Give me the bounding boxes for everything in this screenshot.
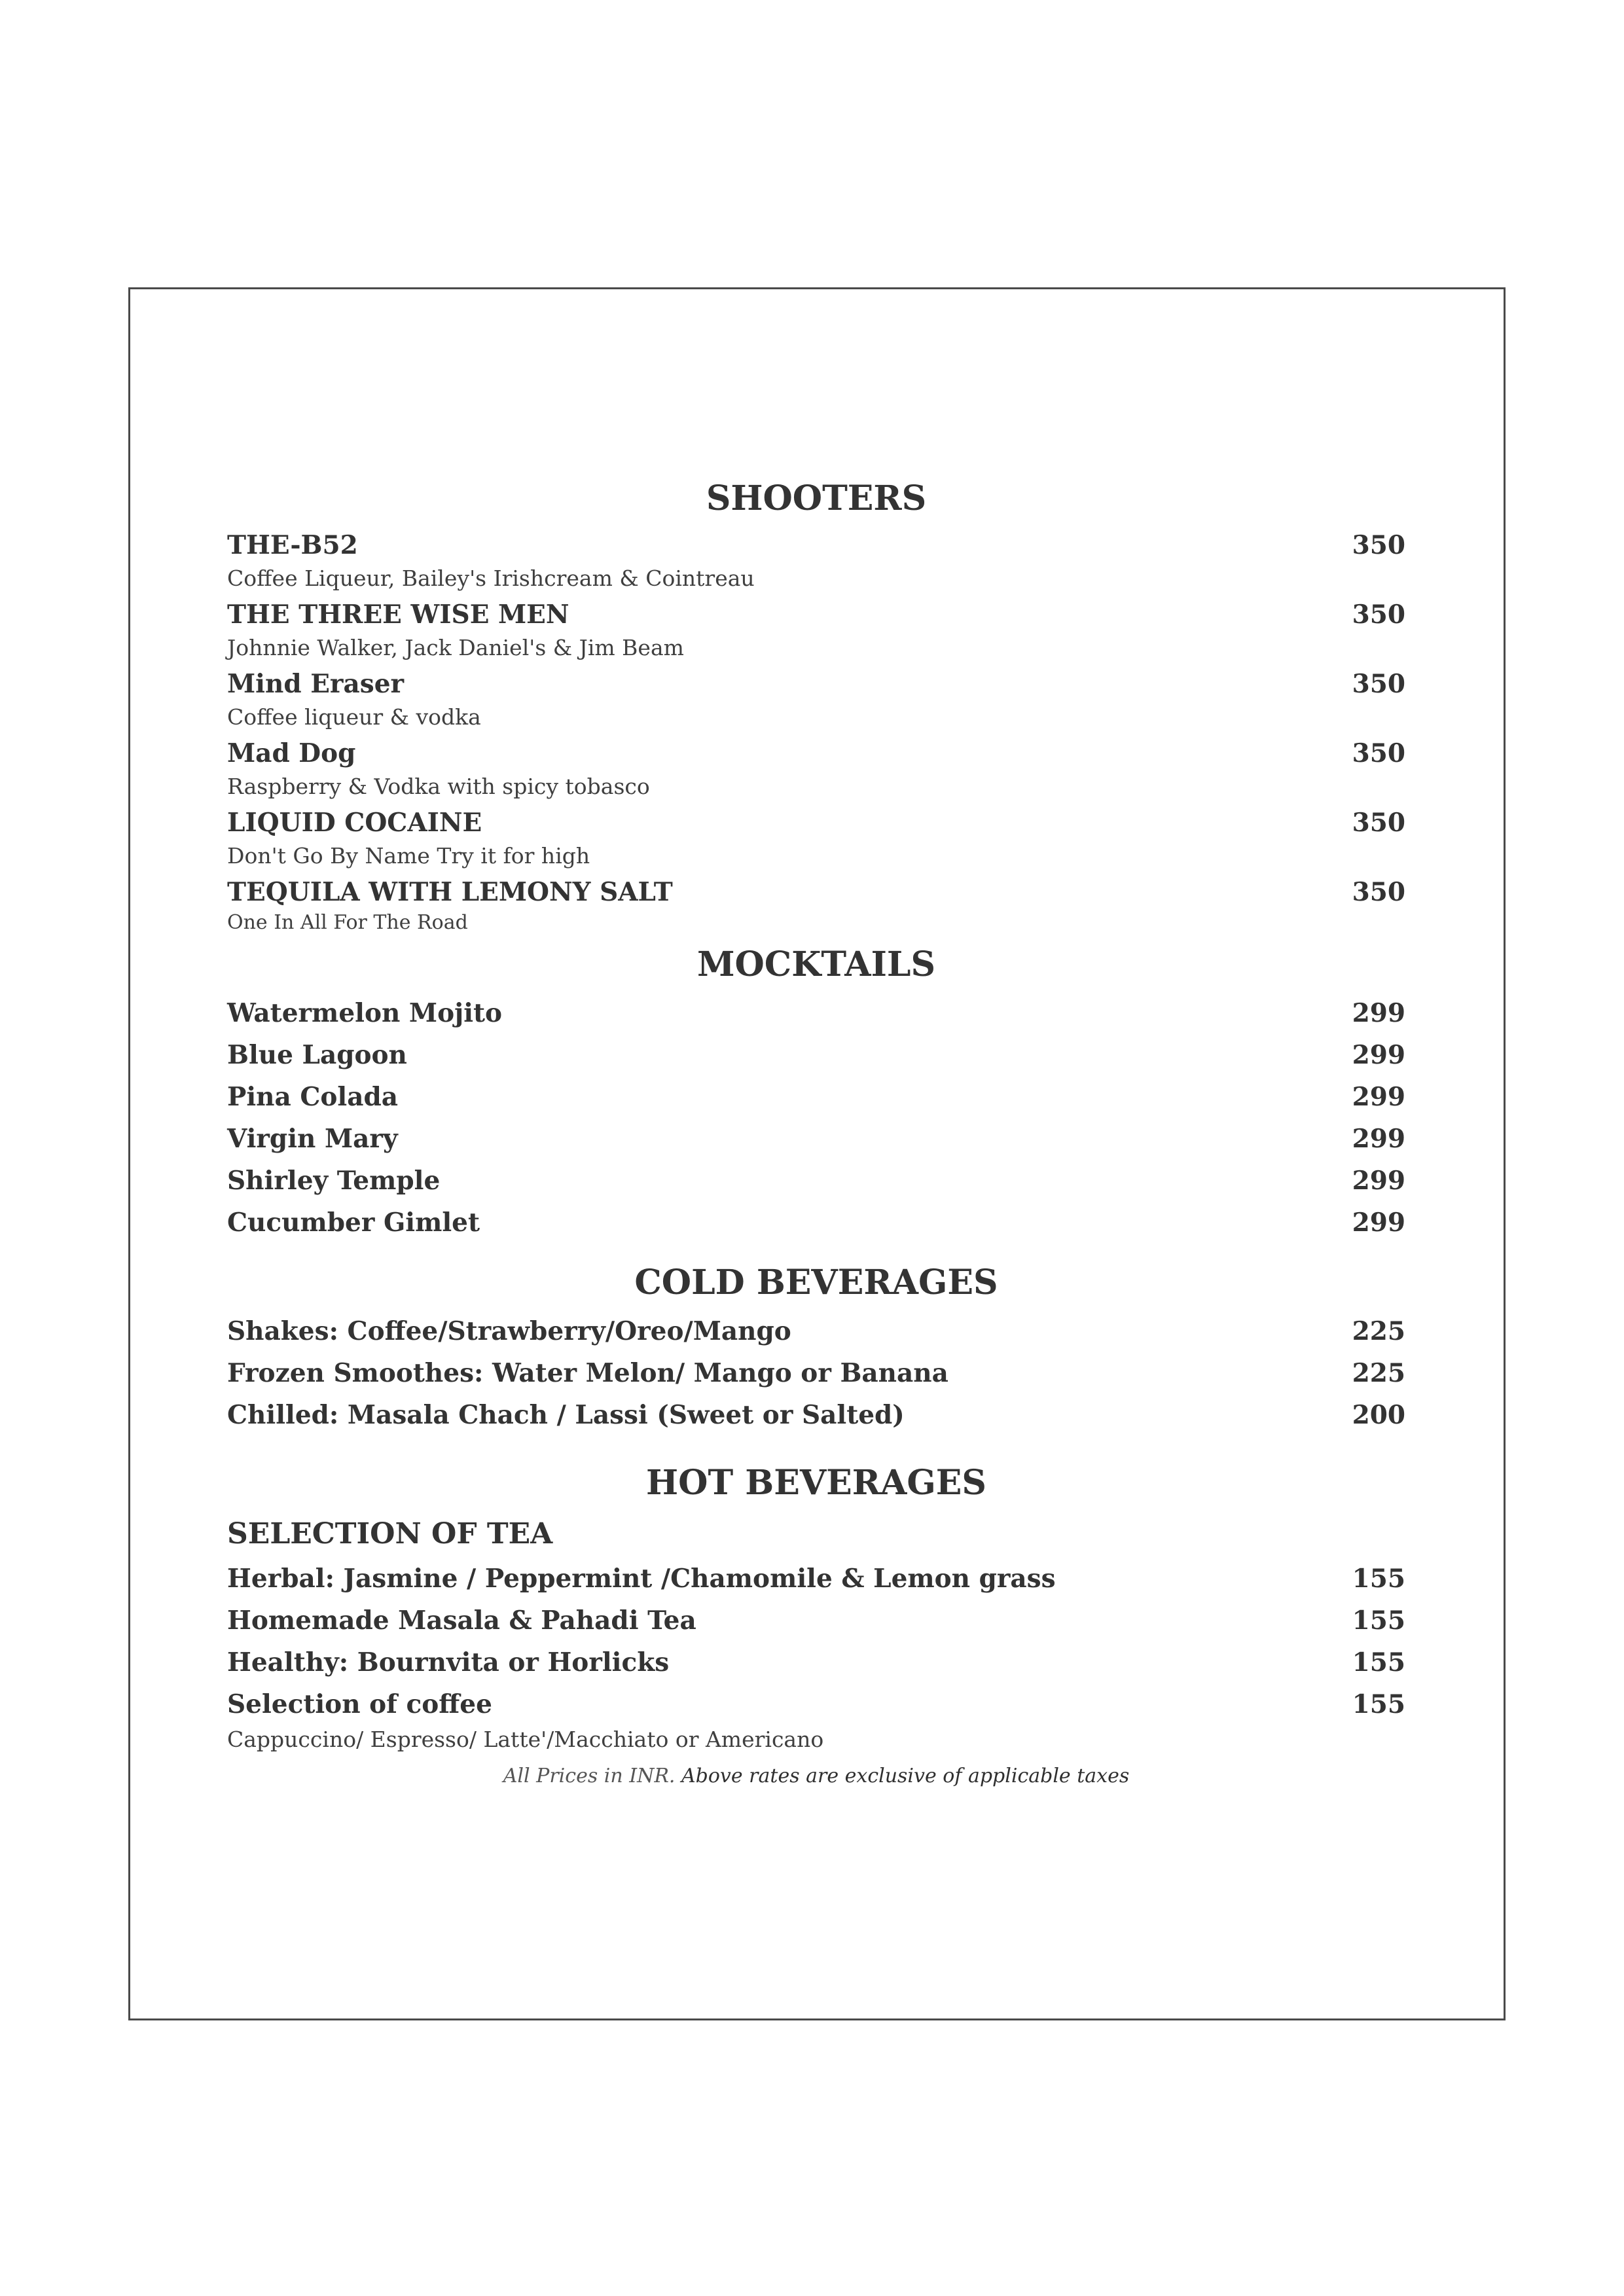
item-price: 350 xyxy=(1352,600,1405,630)
item-name: Frozen Smoothes: Water Melon/ Mango or Banana xyxy=(227,1358,948,1388)
item-name: Mind Eraser xyxy=(227,669,405,699)
item-name: LIQUID COCAINE xyxy=(227,808,482,838)
item-name: Cucumber Gimlet xyxy=(227,1208,480,1238)
item-description: Coffee Liqueur, Bailey's Irishcream & Cointreau xyxy=(227,565,755,591)
item-price: 200 xyxy=(1352,1400,1405,1430)
price-note-taxes: Above rates are exclusive of applicable taxes xyxy=(675,1765,1130,1787)
subheading-selection-of-tea: SELECTION OF TEA xyxy=(227,1517,553,1551)
section-mocktails xyxy=(227,937,1405,1244)
menu-item xyxy=(227,992,1405,1034)
item-price: 225 xyxy=(1352,1316,1405,1346)
menu-item xyxy=(227,1683,1405,1725)
section-title-mocktails: MOCKTAILS xyxy=(696,944,936,984)
item-name: THE THREE WISE MEN xyxy=(227,600,569,630)
section-shooters xyxy=(227,471,1405,937)
item-price: 225 xyxy=(1352,1358,1405,1388)
menu-item xyxy=(227,1310,1405,1352)
item-price: 155 xyxy=(1352,1647,1405,1677)
item-price: 299 xyxy=(1352,1082,1405,1112)
price-note-currency: All Prices in INR. xyxy=(503,1765,676,1787)
menu-item xyxy=(227,873,1405,937)
item-price: 350 xyxy=(1352,738,1405,768)
menu-item xyxy=(227,596,1405,665)
menu-item xyxy=(227,734,1405,804)
item-name: Shakes: Coffee/Strawberry/Oreo/Mango xyxy=(227,1316,791,1346)
item-name: Shirley Temple xyxy=(227,1166,441,1196)
menu-item xyxy=(227,1352,1405,1394)
item-name: Herbal: Jasmine / Peppermint /Chamomile & Lemon grass xyxy=(227,1564,1056,1594)
menu-item xyxy=(227,1600,1405,1641)
menu-item xyxy=(227,1160,1405,1202)
item-description: Johnnie Walker, Jack Daniel's & Jim Beam xyxy=(227,635,684,660)
item-price: 350 xyxy=(1352,669,1405,699)
menu-item xyxy=(227,1202,1405,1244)
item-description: Don't Go By Name Try it for high xyxy=(227,843,590,869)
menu-item xyxy=(227,1558,1405,1600)
item-name: Chilled: Masala Chach / Lassi (Sweet or Salted) xyxy=(227,1400,905,1430)
section-title-cold-beverages: COLD BEVERAGES xyxy=(634,1263,998,1302)
item-price: 299 xyxy=(1352,998,1405,1028)
menu-item xyxy=(227,1394,1405,1436)
item-name: THE-B52 xyxy=(227,530,358,560)
menu-item xyxy=(227,1076,1405,1118)
item-name: Pina Colada xyxy=(227,1082,399,1112)
item-description: Cappuccino/ Espresso/ Latte'/Macchiato or Americano xyxy=(227,1727,824,1752)
item-price: 299 xyxy=(1352,1166,1405,1196)
section-title-shooters: SHOOTERS xyxy=(706,478,927,518)
menu-item xyxy=(227,1034,1405,1076)
item-price: 299 xyxy=(1352,1208,1405,1238)
item-name: Selection of coffee xyxy=(227,1689,492,1719)
section-cold-beverages xyxy=(227,1244,1405,1436)
item-name: Healthy: Bournvita or Horlicks xyxy=(227,1647,670,1677)
menu-item xyxy=(227,665,1405,734)
item-price: 155 xyxy=(1352,1564,1405,1594)
item-name: Virgin Mary xyxy=(227,1124,398,1154)
item-description: Coffee liqueur & vodka xyxy=(227,704,481,730)
item-price: 350 xyxy=(1352,877,1405,907)
item-name: Homemade Masala & Pahadi Tea xyxy=(227,1605,696,1636)
item-price: 155 xyxy=(1352,1605,1405,1636)
item-description: One In All For The Road xyxy=(227,911,468,934)
item-description: Raspberry & Vodka with spicy tobasco xyxy=(227,774,650,799)
price-note xyxy=(227,1757,1405,1796)
item-price: 155 xyxy=(1352,1689,1405,1719)
item-name: Mad Dog xyxy=(227,738,356,768)
item-name: TEQUILA WITH LEMONY SALT xyxy=(227,877,673,907)
menu-item xyxy=(227,1641,1405,1683)
menu-item xyxy=(227,526,1405,596)
menu-item xyxy=(227,1118,1405,1160)
item-price: 299 xyxy=(1352,1124,1405,1154)
section-hot-beverages xyxy=(227,1436,1405,1757)
menu-item xyxy=(227,804,1405,873)
item-name: Watermelon Mojito xyxy=(227,998,503,1028)
menu-content xyxy=(227,471,1405,1796)
item-price: 350 xyxy=(1352,530,1405,560)
section-title-hot-beverages: HOT BEVERAGES xyxy=(646,1463,986,1503)
item-name: Blue Lagoon xyxy=(227,1040,407,1070)
item-price: 299 xyxy=(1352,1040,1405,1070)
item-price: 350 xyxy=(1352,808,1405,838)
